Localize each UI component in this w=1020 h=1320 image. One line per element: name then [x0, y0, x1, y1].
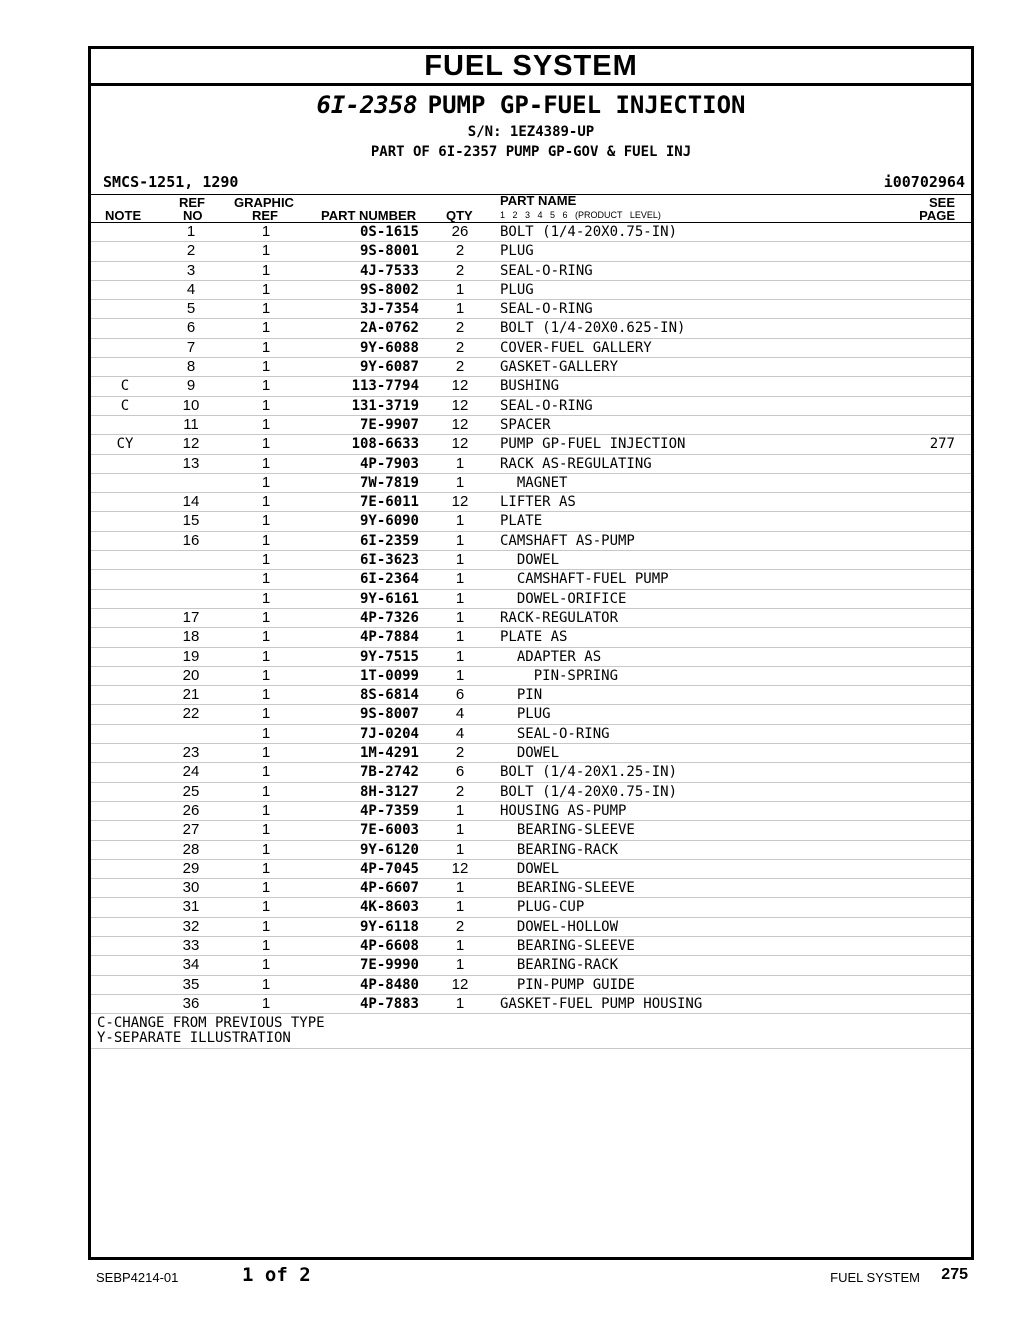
table-row — [91, 956, 971, 975]
group-number: 6I-2358 — [316, 91, 418, 119]
ref-number-cell: 30 — [182, 879, 200, 897]
table-row — [91, 358, 971, 377]
part-number-cell: 9Y-7515 — [359, 648, 419, 665]
ref-number-cell: 27 — [182, 821, 200, 839]
part-number-cell: 3J-7354 — [359, 301, 419, 318]
graphic-ref-cell: 1 — [261, 917, 271, 935]
part-name-cell: BOLT (1/4-20X0.75-IN) — [500, 224, 678, 240]
graphic-ref-cell: 1 — [261, 763, 271, 781]
graphic-ref-cell: 1 — [261, 493, 271, 511]
part-number-cell: 9Y-6087 — [359, 359, 419, 376]
ref-number-cell: 8 — [186, 358, 196, 376]
quantity-cell: 1 — [455, 300, 465, 318]
table-row — [91, 397, 971, 416]
graphic-ref-cell: 1 — [261, 782, 271, 800]
see-page-cell: 277 — [929, 436, 955, 453]
graphic-ref-cell: 1 — [261, 994, 271, 1012]
part-name-cell: RACK AS-REGULATING — [500, 455, 652, 472]
quantity-cell: 1 — [455, 454, 465, 472]
graphic-ref-cell: 1 — [261, 744, 271, 762]
quantity-cell: 1 — [455, 666, 465, 684]
quantity-cell: 1 — [455, 570, 465, 588]
graphic-ref-cell: 1 — [261, 570, 271, 588]
part-name-cell: SPACER — [500, 416, 551, 433]
part-name-cell: SEAL-O-RING — [500, 262, 593, 279]
part-name-cell: SEAL-O-RING — [500, 301, 593, 318]
table-row — [91, 300, 971, 319]
part-name-cell: BOLT (1/4-20X1.25-IN) — [500, 764, 678, 781]
part-name-cell: BEARING-RACK — [500, 841, 619, 858]
part-name-cell: BOLT (1/4-20X0.625-IN) — [500, 320, 686, 337]
part-name-cell: PLUG-CUP — [500, 899, 585, 916]
graphic-ref-cell: 1 — [261, 936, 271, 954]
note-cell: CY — [116, 436, 134, 453]
table-row — [91, 995, 971, 1014]
part-number-cell: 4P-6607 — [359, 880, 419, 897]
quantity-cell: 1 — [455, 936, 465, 954]
header-ref-bottom: NO — [183, 208, 203, 223]
quantity-cell: 26 — [451, 223, 469, 240]
note-cell: C — [120, 378, 130, 395]
header-see-top: SEE — [928, 195, 955, 210]
table-row — [91, 783, 971, 802]
graphic-ref-cell: 1 — [261, 589, 271, 607]
graphic-ref-cell: 1 — [261, 396, 271, 414]
graphic-ref-cell: 1 — [261, 666, 271, 684]
part-number-cell: 6I-2364 — [359, 571, 419, 588]
quantity-cell: 1 — [455, 879, 465, 897]
part-number-cell: 9Y-6088 — [359, 339, 419, 356]
graphic-ref-cell: 1 — [261, 319, 271, 337]
ref-number-cell: 29 — [182, 859, 200, 877]
note-separate-illustration: Y-SEPARATE ILLUSTRATION — [97, 1030, 291, 1047]
part-number-cell: 4P-6608 — [359, 937, 419, 954]
part-name-cell: PLATE — [500, 513, 543, 530]
quantity-cell: 2 — [455, 319, 465, 337]
quantity-cell: 1 — [455, 801, 465, 819]
part-number-cell: 9S-8007 — [359, 706, 419, 723]
table-row — [91, 918, 971, 937]
quantity-cell: 12 — [451, 396, 469, 414]
part-name-cell: SEAL-O-RING — [500, 397, 593, 414]
table-row — [91, 860, 971, 879]
ref-number-cell: 4 — [186, 280, 196, 298]
graphic-ref-cell: 1 — [261, 724, 271, 742]
ref-number-cell: 5 — [186, 300, 196, 318]
page-number: 275 — [941, 1266, 968, 1283]
quantity-cell: 12 — [451, 435, 469, 453]
ref-number-cell: 32 — [182, 917, 200, 935]
quantity-cell: 12 — [451, 859, 469, 877]
table-row — [91, 435, 971, 454]
graphic-ref-cell: 1 — [261, 242, 271, 260]
table-row — [91, 223, 971, 242]
part-number-cell: 7E-9907 — [359, 416, 419, 433]
part-name-cell: HOUSING AS-PUMP — [500, 802, 627, 819]
table-row — [91, 281, 971, 300]
part-name-cell: CAMSHAFT-FUEL PUMP — [500, 571, 669, 588]
group-title — [91, 92, 971, 122]
quantity-cell: 2 — [455, 358, 465, 376]
parts-list-frame — [88, 46, 974, 1260]
table-row — [91, 705, 971, 724]
part-number-cell: 9S-8001 — [359, 243, 419, 260]
graphic-ref-cell: 1 — [261, 377, 271, 395]
footer-section: FUEL SYSTEM — [830, 1270, 920, 1285]
header-graphic-bottom: REF — [252, 208, 278, 223]
graphic-ref-cell: 1 — [261, 647, 271, 665]
ref-number-cell: 6 — [186, 319, 196, 337]
table-row — [91, 319, 971, 338]
part-number-cell: 0S-1615 — [359, 224, 419, 240]
table-row — [91, 667, 971, 686]
graphic-ref-cell: 1 — [261, 223, 271, 240]
table-row — [91, 898, 971, 917]
part-number-cell: 1M-4291 — [359, 745, 419, 762]
quantity-cell: 1 — [455, 647, 465, 665]
ref-number-cell: 21 — [182, 686, 200, 704]
part-number-cell: 7J-0204 — [359, 725, 419, 742]
ref-number-cell: 1 — [186, 223, 196, 240]
part-name-cell: BEARING-SLEEVE — [500, 880, 635, 897]
page-footer — [96, 1264, 968, 1288]
quantity-cell: 2 — [455, 917, 465, 935]
part-number-cell: 4P-8480 — [359, 976, 419, 993]
graphic-ref-cell: 1 — [261, 338, 271, 356]
part-number-cell: 6I-2359 — [359, 532, 419, 549]
graphic-ref-cell: 1 — [261, 686, 271, 704]
smcs-codes: SMCS-1251, 1290 — [103, 173, 239, 191]
graphic-ref-cell: 1 — [261, 531, 271, 549]
part-name-cell: PIN-SPRING — [500, 667, 619, 684]
part-number-cell: 4P-7326 — [359, 609, 419, 626]
table-row — [91, 493, 971, 512]
table-row — [91, 455, 971, 474]
serial-number: S/N: 1EZ4389-UP — [467, 124, 595, 140]
ref-number-cell: 24 — [182, 763, 200, 781]
quantity-cell: 1 — [455, 898, 465, 916]
table-row — [91, 628, 971, 647]
quantity-cell: 1 — [455, 956, 465, 974]
graphic-ref-cell: 1 — [261, 879, 271, 897]
ref-number-cell: 26 — [182, 801, 200, 819]
ref-number-cell: 22 — [182, 705, 200, 723]
header-note: NOTE — [105, 208, 142, 223]
graphic-ref-cell: 1 — [261, 415, 271, 433]
part-number-cell: 9S-8002 — [359, 281, 419, 298]
table-row — [91, 242, 971, 261]
part-name-cell: DOWEL — [500, 860, 560, 877]
ref-number-cell: 7 — [186, 338, 196, 356]
part-name-cell: DOWEL-HOLLOW — [500, 918, 619, 935]
part-number-cell: 8S-6814 — [359, 687, 419, 704]
graphic-ref-cell: 1 — [261, 859, 271, 877]
ref-number-cell: 14 — [182, 493, 200, 511]
ref-number-cell: 36 — [182, 994, 200, 1012]
part-name-cell: BOLT (1/4-20X0.75-IN) — [500, 783, 678, 800]
ref-number-cell: 16 — [182, 531, 200, 549]
ref-number-cell: 23 — [182, 744, 200, 762]
table-row — [91, 590, 971, 609]
quantity-cell: 1 — [455, 589, 465, 607]
part-name-cell: MAGNET — [500, 474, 568, 491]
ref-number-cell: 25 — [182, 782, 200, 800]
part-name-cell: LIFTER AS — [500, 494, 576, 511]
quantity-cell: 2 — [455, 782, 465, 800]
table-row — [91, 416, 971, 435]
table-row — [91, 262, 971, 281]
ref-number-cell: 19 — [182, 647, 200, 665]
quantity-cell: 2 — [455, 261, 465, 279]
quantity-cell: 1 — [455, 280, 465, 298]
graphic-ref-cell: 1 — [261, 512, 271, 530]
part-number-cell: 8H-3127 — [359, 783, 419, 800]
ref-number-cell: 15 — [182, 512, 200, 530]
part-name-cell: RACK-REGULATOR — [500, 609, 619, 626]
part-name-cell: GASKET-FUEL PUMP HOUSING — [500, 995, 703, 1012]
table-row — [91, 821, 971, 840]
part-number-cell: 7B-2742 — [359, 764, 419, 781]
header-ref-top: REF — [179, 195, 205, 210]
part-number-cell: 4P-7884 — [359, 629, 419, 646]
graphic-ref-cell: 1 — [261, 608, 271, 626]
graphic-ref-cell: 1 — [261, 898, 271, 916]
graphic-ref-cell: 1 — [261, 801, 271, 819]
table-row — [91, 744, 971, 763]
ref-number-cell: 20 — [182, 666, 200, 684]
doc-number: SEBP4214-01 — [96, 1270, 179, 1285]
part-name-cell: CAMSHAFT AS-PUMP — [500, 532, 635, 549]
part-number-cell: 9Y-6161 — [359, 590, 419, 607]
part-name-cell: BEARING-SLEEVE — [500, 937, 635, 954]
table-row — [91, 532, 971, 551]
part-number-cell: 131-3719 — [351, 397, 419, 414]
part-number-cell: 9Y-6090 — [359, 513, 419, 530]
table-row — [91, 937, 971, 956]
header-product-level: 1 2 3 4 5 6 (PRODUCT LEVEL) — [500, 210, 661, 220]
part-number-cell: 9Y-6118 — [359, 918, 419, 935]
part-number-cell: 2A-0762 — [359, 320, 419, 337]
table-row — [91, 339, 971, 358]
table-row — [91, 551, 971, 570]
part-number-cell: 4K-8603 — [359, 899, 419, 916]
quantity-cell: 12 — [451, 975, 469, 993]
part-number-cell: 7W-7819 — [359, 474, 419, 491]
graphic-ref-cell: 1 — [261, 628, 271, 646]
ref-number-cell: 31 — [182, 898, 200, 916]
quantity-cell: 1 — [455, 994, 465, 1012]
part-number-cell: 4P-7045 — [359, 860, 419, 877]
header-part-name: PART NAME — [500, 193, 577, 208]
smcs-row — [91, 170, 971, 195]
graphic-ref-cell: 1 — [261, 358, 271, 376]
graphic-ref-cell: 1 — [261, 454, 271, 472]
graphic-ref-cell: 1 — [261, 821, 271, 839]
quantity-cell: 4 — [455, 724, 465, 742]
table-row — [91, 512, 971, 531]
part-number-cell: 4P-7359 — [359, 802, 419, 819]
ref-number-cell: 3 — [186, 261, 196, 279]
notes-legend — [91, 1014, 971, 1049]
table-row — [91, 725, 971, 744]
header-see-bottom: PAGE — [919, 208, 955, 223]
quantity-cell: 2 — [455, 338, 465, 356]
graphic-ref-cell: 1 — [261, 435, 271, 453]
graphic-ref-cell: 1 — [261, 280, 271, 298]
ref-number-cell: 12 — [182, 435, 200, 453]
graphic-ref-cell: 1 — [261, 705, 271, 723]
quantity-cell: 12 — [451, 377, 469, 395]
ref-number-cell: 17 — [182, 608, 200, 626]
ref-number-cell: 34 — [182, 956, 200, 974]
part-name-cell: PIN — [500, 687, 543, 704]
part-number-cell: 9Y-6120 — [359, 841, 419, 858]
quantity-cell: 1 — [455, 608, 465, 626]
part-name-cell: BUSHING — [500, 378, 560, 395]
part-name-cell: DOWEL — [500, 745, 560, 762]
table-row — [91, 474, 971, 493]
ref-number-cell: 13 — [182, 454, 200, 472]
header-graphic-top: GRAPHIC — [234, 195, 294, 210]
part-name-cell: BEARING-SLEEVE — [500, 822, 635, 839]
part-name-cell: GASKET-GALLERY — [500, 359, 619, 376]
header-part-number: PART NUMBER — [321, 208, 417, 223]
table-row — [91, 976, 971, 995]
table-row — [91, 802, 971, 821]
quantity-cell: 1 — [455, 512, 465, 530]
quantity-cell: 4 — [455, 705, 465, 723]
page-of: 1 of 2 — [242, 1264, 311, 1286]
quantity-cell: 1 — [455, 473, 465, 491]
ref-number-cell: 2 — [186, 242, 196, 260]
graphic-ref-cell: 1 — [261, 956, 271, 974]
part-name-cell: PLATE AS — [500, 629, 568, 646]
quantity-cell: 6 — [455, 686, 465, 704]
graphic-ref-cell: 1 — [261, 473, 271, 491]
table-header — [91, 195, 971, 223]
part-name-cell: DOWEL — [500, 552, 560, 569]
table-row — [91, 841, 971, 860]
part-number-cell: 4P-7903 — [359, 455, 419, 472]
graphic-ref-cell: 1 — [261, 300, 271, 318]
quantity-cell: 1 — [455, 628, 465, 646]
table-row — [91, 648, 971, 667]
graphic-ref-cell: 1 — [261, 261, 271, 279]
illustration-id: i00702964 — [883, 173, 965, 191]
table-row — [91, 686, 971, 705]
ref-number-cell: 10 — [182, 396, 200, 414]
table-row — [91, 609, 971, 628]
part-number-cell: 7E-6003 — [359, 822, 419, 839]
part-name-cell: BEARING-RACK — [500, 957, 619, 974]
table-row — [91, 377, 971, 396]
part-name-cell: PLUG — [500, 706, 551, 723]
quantity-cell: 1 — [455, 531, 465, 549]
note-change: C-CHANGE FROM PREVIOUS TYPE — [97, 1015, 325, 1032]
part-name-cell: COVER-FUEL GALLERY — [500, 339, 652, 356]
part-name-cell: DOWEL-ORIFICE — [500, 590, 627, 607]
quantity-cell: 6 — [455, 763, 465, 781]
quantity-cell: 1 — [455, 840, 465, 858]
quantity-cell: 1 — [455, 551, 465, 569]
table-row — [91, 570, 971, 589]
part-name-cell: PUMP GP-FUEL INJECTION — [500, 436, 686, 453]
quantity-cell: 2 — [455, 744, 465, 762]
part-number-cell: 6I-3623 — [359, 552, 419, 569]
graphic-ref-cell: 1 — [261, 975, 271, 993]
ref-number-cell: 33 — [182, 936, 200, 954]
section-title: FUEL SYSTEM — [91, 49, 971, 86]
ref-number-cell: 9 — [186, 377, 196, 395]
ref-number-cell: 28 — [182, 840, 200, 858]
part-number-cell: 113-7794 — [351, 378, 419, 395]
ref-number-cell: 35 — [182, 975, 200, 993]
part-name-cell: SEAL-O-RING — [500, 725, 610, 742]
part-name-cell: PLUG — [500, 243, 534, 260]
part-name-cell: PLUG — [500, 281, 534, 298]
graphic-ref-cell: 1 — [261, 551, 271, 569]
part-number-cell: 108-6633 — [351, 436, 419, 453]
parts-table-body — [91, 223, 971, 1014]
part-of-line: PART OF 6I-2357 PUMP GP-GOV & FUEL INJ — [370, 144, 692, 160]
quantity-cell: 1 — [455, 821, 465, 839]
graphic-ref-cell: 1 — [261, 840, 271, 858]
quantity-cell: 12 — [451, 415, 469, 433]
header-qty: QTY — [446, 208, 473, 223]
quantity-cell: 2 — [455, 242, 465, 260]
part-number-cell: 7E-6011 — [359, 494, 419, 511]
part-number-cell: 4J-7533 — [359, 262, 419, 279]
part-number-cell: 7E-9990 — [359, 957, 419, 974]
ref-number-cell: 18 — [182, 628, 200, 646]
part-number-cell: 1T-0099 — [359, 667, 419, 684]
part-name-cell: ADAPTER AS — [500, 648, 602, 665]
group-name: PUMP GP-FUEL INJECTION — [427, 91, 746, 119]
note-cell: C — [120, 397, 130, 414]
ref-number-cell: 11 — [183, 415, 199, 433]
table-row — [91, 879, 971, 898]
part-name-cell: PIN-PUMP GUIDE — [500, 976, 635, 993]
quantity-cell: 12 — [451, 493, 469, 511]
part-number-cell: 4P-7883 — [359, 995, 419, 1012]
table-row — [91, 763, 971, 782]
